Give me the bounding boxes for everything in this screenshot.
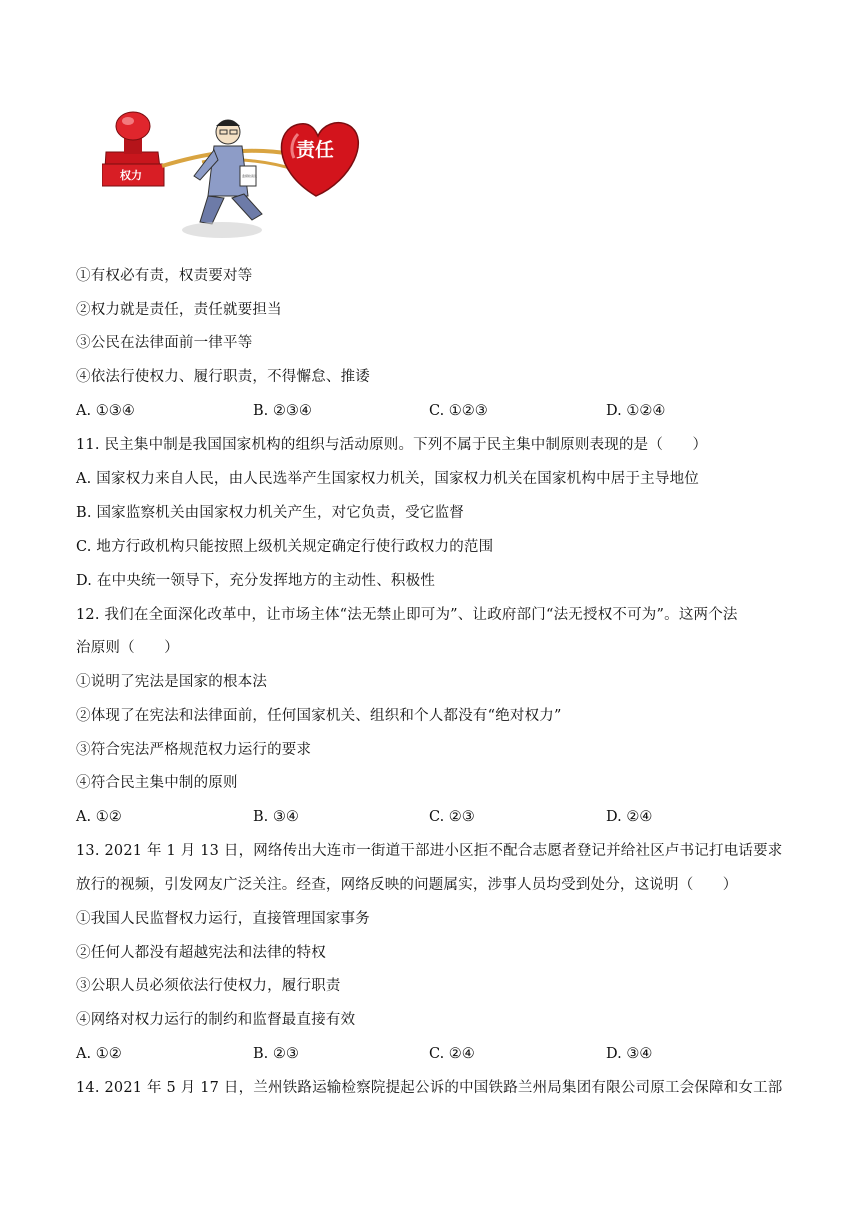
responsibility-heart-icon: [281, 123, 358, 196]
power-stamp-label: 权力: [120, 169, 142, 182]
q12-option-c: C. ②③: [429, 809, 475, 825]
q14-stem-line1: 14. 2021 年 5 月 17 日，兰州铁路运输检察院提起公诉的中国铁路兰州局集团有限公司原工会保障和女工部: [76, 1080, 783, 1096]
q12-stem-line2: 治原则（ ）: [76, 640, 179, 656]
power-responsibility-cartoon: [102, 110, 364, 242]
q10-option-a: A. ①③④: [76, 403, 135, 419]
q13-statement-2: ②任何人都没有超越宪法和法律的特权: [76, 945, 326, 961]
responsibility-heart-label: 责任: [296, 139, 335, 161]
q13-stem-line2: 放行的视频，引发网友广泛关注。经查，网络反映的问题属实，涉事人员均受到处分，这说明（ ）: [76, 877, 738, 893]
q10-option-c: C. ①②③: [429, 403, 488, 419]
q13-option-b: B. ②③: [253, 1046, 299, 1062]
q12-statement-2: ②体现了在宪法和法律面前，任何国家机关、组织和个人都没有“绝对权力”: [76, 708, 562, 724]
q10-option-b: B. ②③④: [253, 403, 312, 419]
q13-option-d: D. ③④: [606, 1046, 653, 1062]
q10-statement-2: ②权力就是责任，责任就要担当: [76, 302, 282, 318]
q13-option-a: A. ①②: [76, 1046, 122, 1062]
figure-badge-text: 监督检查员: [242, 174, 258, 178]
q13-stem-line1: 13. 2021 年 1 月 13 日，网络传出大连市一街道干部进小区拒不配合志愿者登记并给社区卢书记打电话要求: [76, 843, 783, 859]
q11-choice-a: A. 国家权力来自人民，由人民选举产生国家权力机关，国家权力机关在国家机构中居于主导地位: [76, 471, 699, 487]
q12-option-a: A. ①②: [76, 809, 122, 825]
q12-option-b: B. ③④: [253, 809, 299, 825]
q12-statement-4: ④符合民主集中制的原则: [76, 775, 238, 791]
q13-option-c: C. ②④: [429, 1046, 475, 1062]
q11-choice-b: B. 国家监察机关由国家权力机关产生，对它负责，受它监督: [76, 505, 464, 521]
power-stamp-icon: [102, 112, 164, 186]
q10-option-d: D. ①②④: [606, 403, 666, 419]
q10-statement-1: ①有权必有责，权责要对等: [76, 268, 253, 284]
official-figure-icon: [182, 120, 262, 238]
q13-statement-4: ④网络对权力运行的制约和监督最直接有效: [76, 1012, 356, 1028]
q12-statement-1: ①说明了宪法是国家的根本法: [76, 674, 268, 690]
q13-statement-3: ③公职人员必须依法行使权力，履行职责: [76, 978, 341, 994]
q12-option-d: D. ②④: [606, 809, 653, 825]
q11-stem: 11. 民主集中制是我国国家机构的组织与活动原则。下列不属于民主集中制原则表现的是（ ）: [76, 437, 708, 453]
q11-choice-d: D. 在中央统一领导下，充分发挥地方的主动性、积极性: [76, 573, 436, 589]
q10-statement-3: ③公民在法律面前一律平等: [76, 335, 253, 351]
q12-statement-3: ③符合宪法严格规范权力运行的要求: [76, 742, 312, 758]
q11-choice-c: C. 地方行政机构只能按照上级机关规定确定行使行政权力的范围: [76, 539, 494, 555]
q10-statement-4: ④依法行使权力、履行职责，不得懈怠、推诿: [76, 369, 370, 385]
q12-stem-line1: 12. 我们在全面深化改革中，让市场主体“法无禁止即可为”、让政府部门“法无授权不可为”。这两个法: [76, 607, 738, 623]
q13-statement-1: ①我国人民监督权力运行，直接管理国家事务: [76, 911, 370, 927]
